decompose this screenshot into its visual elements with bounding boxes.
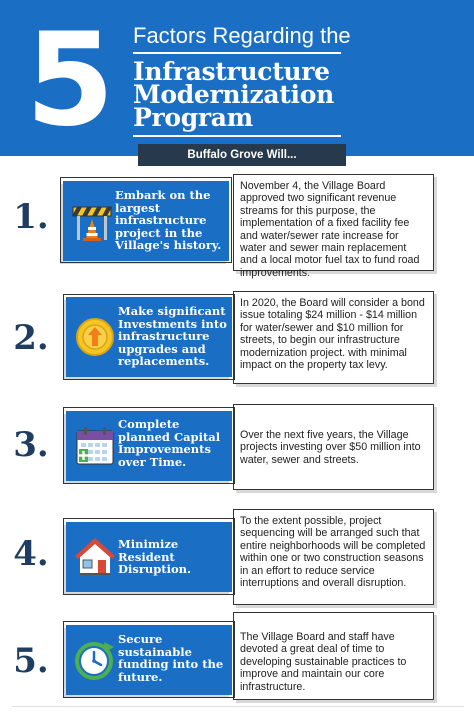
- factor-description-5: The Village Board and staff have devoted a great deal of time to developing sustainable practices to improve and maintain our core infrastructure.: [240, 631, 407, 693]
- title-line-3: Program: [133, 103, 253, 132]
- factor-card-frame-4: [63, 518, 235, 595]
- factor-card-frame-5: [63, 621, 235, 698]
- factor-description-box-3: [233, 404, 434, 490]
- program-title: [133, 57, 463, 132]
- factor-label-3: Complete planned Capital Improvements over Time.: [118, 417, 221, 469]
- factor-card-frame-3: [63, 407, 235, 484]
- factor-number-4: 4.: [13, 534, 49, 574]
- factors-underline: [133, 52, 341, 54]
- factor-label-4: Minimize Resident Disruption.: [118, 537, 191, 576]
- title-line-1: Infrastructure: [133, 57, 330, 86]
- factor-description-box-5: [233, 612, 434, 700]
- factor-number-5: 5.: [13, 641, 49, 681]
- big-number-five: 5: [25, 6, 111, 155]
- factor-description-2: In 2020, the Board will consider a bond issue totaling $24 million - $14 million for water/sewer and $10 million for streets, to begin our infrastructure modernization project. with minimal impact on the property tax levy.: [240, 297, 425, 372]
- factor-description-box-4: [233, 509, 434, 605]
- factor-number-2: 2.: [13, 318, 49, 358]
- title-line-2: Modernization: [133, 80, 334, 109]
- factor-description-box-1: [233, 174, 434, 279]
- factor-description-4: To the extent possible, project sequencing will be arranged such that entire neighborhoods will be completed within one or two construction seasons in an effort to reduce service interruptions and overall disruption.: [240, 515, 426, 590]
- factors-heading: Factors Regarding the: [133, 23, 351, 48]
- factor-description-1: November 4, the Village Board approved two significant revenue streams for this purpose, the implementation of a fixed facility fee and water/sewer rate increase for water and sewer main replacement and a local motor fuel tax to fund road improvements.: [240, 180, 420, 279]
- factor-description-box-2: [233, 291, 434, 384]
- factor-label-1: Embark on the largest infrastructure project in the Village's history.: [115, 188, 222, 252]
- factor-card-frame-1: [60, 177, 232, 263]
- factor-label-5: Secure sustainable funding into the future.: [118, 632, 224, 684]
- factor-number-1: 1.: [13, 197, 49, 237]
- factor-description-3: Over the next five years, the Village projects investing over $50 million into water, sewer and streets.: [240, 429, 421, 466]
- bottom-divider: [12, 706, 464, 707]
- factor-label-2: Make significant Investments into infrastructure upgrades and replacements.: [118, 304, 227, 368]
- title-underline: [133, 135, 341, 137]
- factor-card-frame-2: [63, 294, 235, 380]
- header-banner: [0, 0, 474, 156]
- buffalo-grove-will-band: Buffalo Grove Will...: [138, 144, 346, 166]
- factor-number-3: 3.: [13, 425, 49, 465]
